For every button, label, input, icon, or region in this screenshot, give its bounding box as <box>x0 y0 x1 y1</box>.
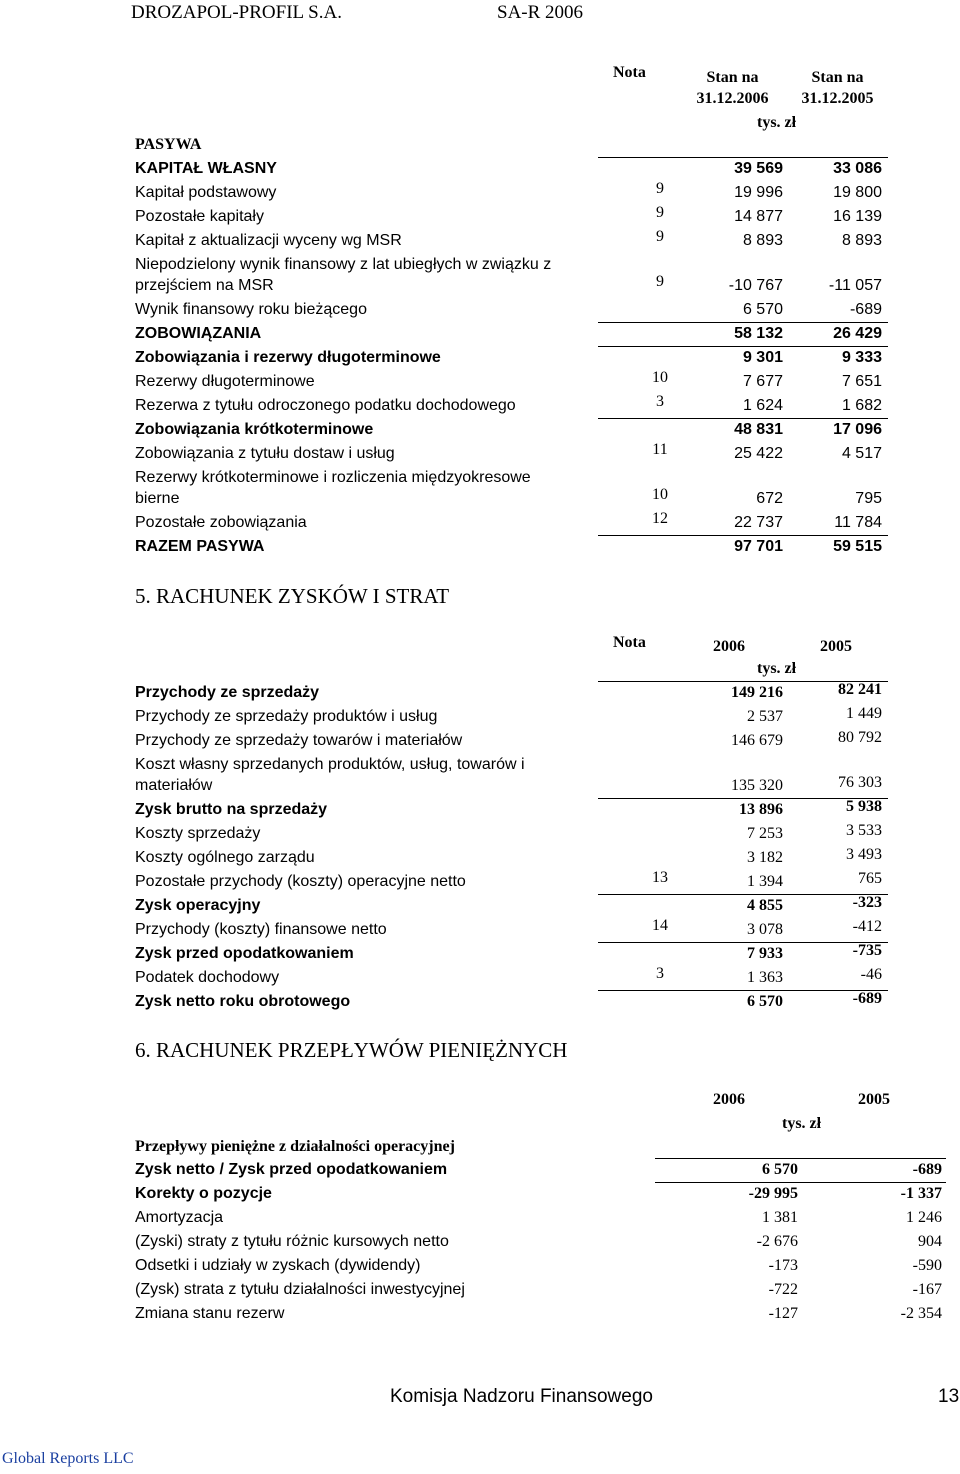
row-value-current: 19 996 <box>734 184 783 201</box>
row-value-current: 39 569 <box>734 160 783 177</box>
row-value-previous: -689 <box>849 301 882 318</box>
row-value-previous: 7 651 <box>841 373 882 390</box>
row-label-continued: bierne <box>135 490 180 507</box>
row-value-current: 149 216 <box>731 684 783 701</box>
row-value-previous: -2 354 <box>900 1305 942 1322</box>
row-label-continued: materiałów <box>135 777 213 794</box>
row-value-previous: 80 792 <box>838 729 882 746</box>
row-label: (Zyski) straty z tytułu różnic kursowych netto <box>135 1233 449 1250</box>
bs-col1-header-line1: Stan na <box>706 69 759 86</box>
row-value-previous: 795 <box>855 490 882 507</box>
row-nota: 13 <box>652 869 668 886</box>
row-value-previous: 1 449 <box>846 705 882 722</box>
footer-page-number: 13 <box>938 1386 960 1407</box>
row-nota: 3 <box>656 393 664 410</box>
row-label: Zysk netto / Zysk przed opodatkowaniem <box>135 1161 448 1178</box>
header-company: DROZAPOL-PROFIL S.A. <box>131 2 342 23</box>
row-value-previous: 765 <box>858 870 882 887</box>
row-label: RAZEM PASYWA <box>135 538 265 555</box>
bs-col1-header-line2: 31.12.2006 <box>696 90 769 107</box>
row-label: Zysk przed opodatkowaniem <box>135 945 354 962</box>
row-value-previous: 1 682 <box>841 397 882 414</box>
row-label: Zmiana stanu rezerw <box>135 1305 285 1322</box>
row-label-continued: przejściem na MSR <box>135 277 274 294</box>
row-label: Kapitał z aktualizacji wyceny wg MSR <box>135 232 402 249</box>
row-label: Koszt własny sprzedanych produktów, usług, towarów i <box>135 756 525 773</box>
row-divider <box>598 346 888 347</box>
row-label: Zysk brutto na sprzedaży <box>135 801 328 818</box>
row-value-current: 1 624 <box>742 397 783 414</box>
row-divider <box>598 322 888 323</box>
row-value-current: 7 677 <box>742 373 783 390</box>
row-label: (Zysk) strata z tytułu działalności inwestycyjnej <box>135 1281 465 1298</box>
row-label: Przychody (koszty) finansowe netto <box>135 921 387 938</box>
row-nota: 10 <box>652 369 668 386</box>
row-value-previous: 1 246 <box>906 1209 942 1226</box>
row-value-previous: 76 303 <box>838 774 882 791</box>
row-value-current: 8 893 <box>742 232 783 249</box>
pl-col1-header: 2006 <box>713 638 745 655</box>
row-label: Rezerwa z tytułu odroczonego podatku dochodowego <box>135 397 516 414</box>
cf-title: 6. RACHUNEK PRZEPŁYWÓW PIENIĘŻNYCH <box>135 1038 568 1062</box>
row-value-previous: 3 493 <box>846 846 882 863</box>
bs-section-title: PASYWA <box>135 136 202 153</box>
row-value-previous: 33 086 <box>833 160 882 177</box>
bs-unit: tys. zł <box>757 114 797 131</box>
row-value-previous: -46 <box>860 966 882 983</box>
row-label: Pozostałe kapitały <box>135 208 264 225</box>
row-label: Przychody ze sprzedaży <box>135 684 320 701</box>
row-nota: 9 <box>656 273 664 290</box>
row-label: Rezerwy długoterminowe <box>135 373 315 390</box>
row-value-previous: -590 <box>912 1257 942 1274</box>
row-value-current: 1 363 <box>747 969 783 986</box>
row-label: Korekty o pozycje <box>135 1185 272 1202</box>
row-nota: 11 <box>652 441 668 458</box>
pl-title: 5. RACHUNEK ZYSKÓW I STRAT <box>135 584 450 608</box>
row-value-current: 3 078 <box>747 921 783 938</box>
row-value-previous: -1 337 <box>900 1185 942 1202</box>
row-value-previous: 8 893 <box>841 232 882 249</box>
row-value-previous: -689 <box>912 1161 942 1178</box>
row-value-previous: 904 <box>918 1233 942 1250</box>
row-value-previous: -11 057 <box>828 277 882 294</box>
header-report: SA-R 2006 <box>497 2 584 23</box>
row-label: Koszty ogólnego zarządu <box>135 849 315 866</box>
row-divider <box>598 157 888 158</box>
row-divider <box>598 418 888 419</box>
row-label: Rezerwy krótkoterminowe i rozliczenia międzyokresowe <box>135 469 531 486</box>
row-label: Zobowiązania i rezerwy długoterminowe <box>135 349 441 366</box>
row-label: Zysk netto roku obrotowego <box>135 993 351 1010</box>
row-nota: 10 <box>652 486 668 503</box>
row-label: Wynik finansowy roku bieżącego <box>135 301 367 318</box>
row-value-current: 1 381 <box>762 1209 798 1226</box>
cf-unit: tys. zł <box>782 1115 822 1132</box>
row-nota: 9 <box>656 228 664 245</box>
row-value-previous: 16 139 <box>833 208 882 225</box>
row-label: Odsetki i udziały w zyskach (dywidendy) <box>135 1257 421 1274</box>
row-value-current: 672 <box>756 490 783 507</box>
row-value-previous: -735 <box>852 942 882 959</box>
row-value-current: 4 855 <box>747 897 783 914</box>
row-value-current: -127 <box>768 1305 798 1322</box>
bs-col2-header-line2: 31.12.2005 <box>801 90 874 107</box>
row-value-current: 135 320 <box>731 777 783 794</box>
cf-col1-header: 2006 <box>713 1091 745 1108</box>
row-label: Koszty sprzedaży <box>135 825 261 842</box>
row-nota: 3 <box>656 965 664 982</box>
row-label: Zobowiązania krótkoterminowe <box>135 421 374 438</box>
pl-unit: tys. zł <box>757 660 797 677</box>
row-value-previous: -689 <box>852 990 882 1007</box>
row-label: KAPITAŁ WŁASNY <box>135 160 277 177</box>
row-label: Przychody ze sprzedaży produktów i usług <box>135 708 438 725</box>
row-value-previous: 19 800 <box>833 184 882 201</box>
row-value-previous: 3 533 <box>846 822 882 839</box>
row-value-previous: 11 784 <box>834 514 882 531</box>
row-value-current: 1 394 <box>747 873 783 890</box>
row-label: Zobowiązania z tytułu dostaw i usług <box>135 445 395 462</box>
row-label: Podatek dochodowy <box>135 969 280 986</box>
pl-nota-header: Nota <box>613 634 646 651</box>
row-value-previous: 9 333 <box>841 349 882 366</box>
row-divider <box>655 1182 946 1183</box>
row-value-current: -722 <box>768 1281 798 1298</box>
row-label: ZOBOWIĄZANIA <box>135 325 262 342</box>
cf-section-title: Przepływy pieniężne z działalności operacyjnej <box>135 1138 455 1155</box>
row-value-previous: -323 <box>852 894 882 911</box>
row-value-current: 6 570 <box>742 301 783 318</box>
row-nota: 14 <box>652 917 668 934</box>
row-nota: 9 <box>656 180 664 197</box>
row-value-previous: 5 938 <box>846 798 882 815</box>
row-value-previous: 17 096 <box>833 421 882 438</box>
row-value-current: 7 933 <box>747 945 783 962</box>
footer-brand: Global Reports LLC <box>2 1450 134 1467</box>
row-value-current: -2 676 <box>756 1233 798 1250</box>
row-value-previous: 4 517 <box>841 445 882 462</box>
row-value-current: 7 253 <box>747 825 783 842</box>
row-value-current: 6 570 <box>747 993 783 1010</box>
row-label: Pozostałe zobowiązania <box>135 514 307 531</box>
row-value-previous: 26 429 <box>833 325 882 342</box>
row-value-current: 48 831 <box>734 421 783 438</box>
cf-col2-header: 2005 <box>858 1091 890 1108</box>
row-value-current: 97 701 <box>734 538 783 555</box>
row-value-current: -10 767 <box>728 277 783 294</box>
row-value-current: 25 422 <box>734 445 783 462</box>
row-value-current: 2 537 <box>747 708 783 725</box>
row-label: Zysk operacyjny <box>135 897 261 914</box>
row-value-current: 3 182 <box>747 849 783 866</box>
row-value-previous: 82 241 <box>838 681 882 698</box>
row-value-previous: 59 515 <box>833 538 882 555</box>
row-label: Pozostałe przychody (koszty) operacyjne netto <box>135 873 466 890</box>
row-value-current: -29 995 <box>748 1185 798 1202</box>
row-divider <box>655 1158 946 1159</box>
row-value-previous: -167 <box>912 1281 942 1298</box>
row-label: Niepodzielony wynik finansowy z lat ubiegłych w związku z <box>135 256 552 273</box>
row-value-current: 22 737 <box>734 514 783 531</box>
row-value-current: 6 570 <box>762 1161 798 1178</box>
row-value-current: 58 132 <box>734 325 783 342</box>
bs-nota-header: Nota <box>613 64 646 81</box>
row-value-current: 14 877 <box>734 208 783 225</box>
row-nota: 9 <box>656 204 664 221</box>
row-value-current: -173 <box>768 1257 798 1274</box>
row-nota: 12 <box>652 510 668 527</box>
bs-col2-header-line1: Stan na <box>811 69 864 86</box>
row-value-current: 13 896 <box>739 801 783 818</box>
row-value-current: 146 679 <box>731 732 783 749</box>
row-label: Kapitał podstawowy <box>135 184 277 201</box>
row-label: Amortyzacja <box>135 1209 224 1226</box>
pl-col2-header: 2005 <box>820 638 852 655</box>
row-value-previous: -412 <box>852 918 882 935</box>
footer-commission: Komisja Nadzoru Finansowego <box>390 1386 653 1407</box>
row-divider <box>598 535 888 536</box>
row-label: Przychody ze sprzedaży towarów i materiałów <box>135 732 463 749</box>
row-value-current: 9 301 <box>742 349 783 366</box>
